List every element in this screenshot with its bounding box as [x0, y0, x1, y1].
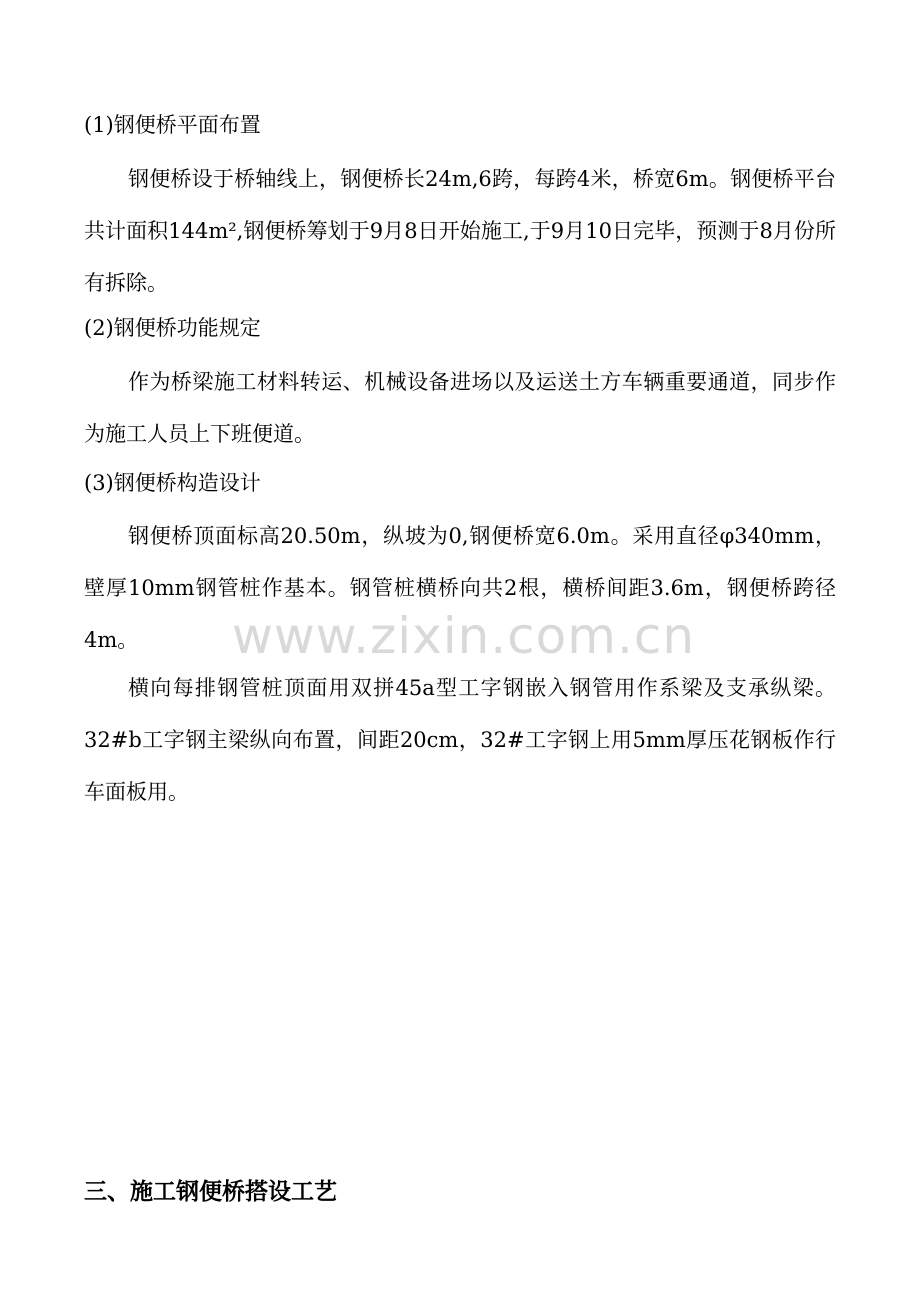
paragraph-function: 作为桥梁施工材料转运、机械设备进场以及运送土方车辆重要通道，同步作为施工人员上下班便道。	[84, 370, 836, 446]
watermark: www.zixin.com.cn	[232, 607, 696, 665]
subsection-heading-2: (2)钢便桥功能规定	[84, 316, 261, 340]
section-title: 三、施工钢便桥搭设工艺	[84, 1179, 337, 1205]
paragraph-structure: 钢便桥顶面标高20.50m，纵坡为0,钢便桥宽6.0m。采用直径φ340mm，壁厚10mm钢管桩作基本。钢管桩横桥向共2根，横桥间距3.6m，钢便桥跨径4m。	[84, 524, 836, 652]
paragraph-layout: 钢便桥设于桥轴线上，钢便桥长24m,6跨，每跨4米，桥宽6m。钢便桥平台共计面积144m²,钢便桥筹划于9月8日开始施工,于9月10日完毕，预测于8月份所有拆除。	[84, 167, 836, 295]
subsection-heading-3: (3)钢便桥构造设计	[84, 471, 261, 495]
paragraph-beams: 横向每排钢管桩顶面用双拼45a型工字钢嵌入钢管用作系梁及支承纵梁。32#b工字钢主梁纵向布置，间距20cm，32#工字钢上用5mm厚压花钢板作行车面板用。	[84, 676, 836, 804]
subsection-heading-1: (1)钢便桥平面布置	[84, 113, 261, 137]
